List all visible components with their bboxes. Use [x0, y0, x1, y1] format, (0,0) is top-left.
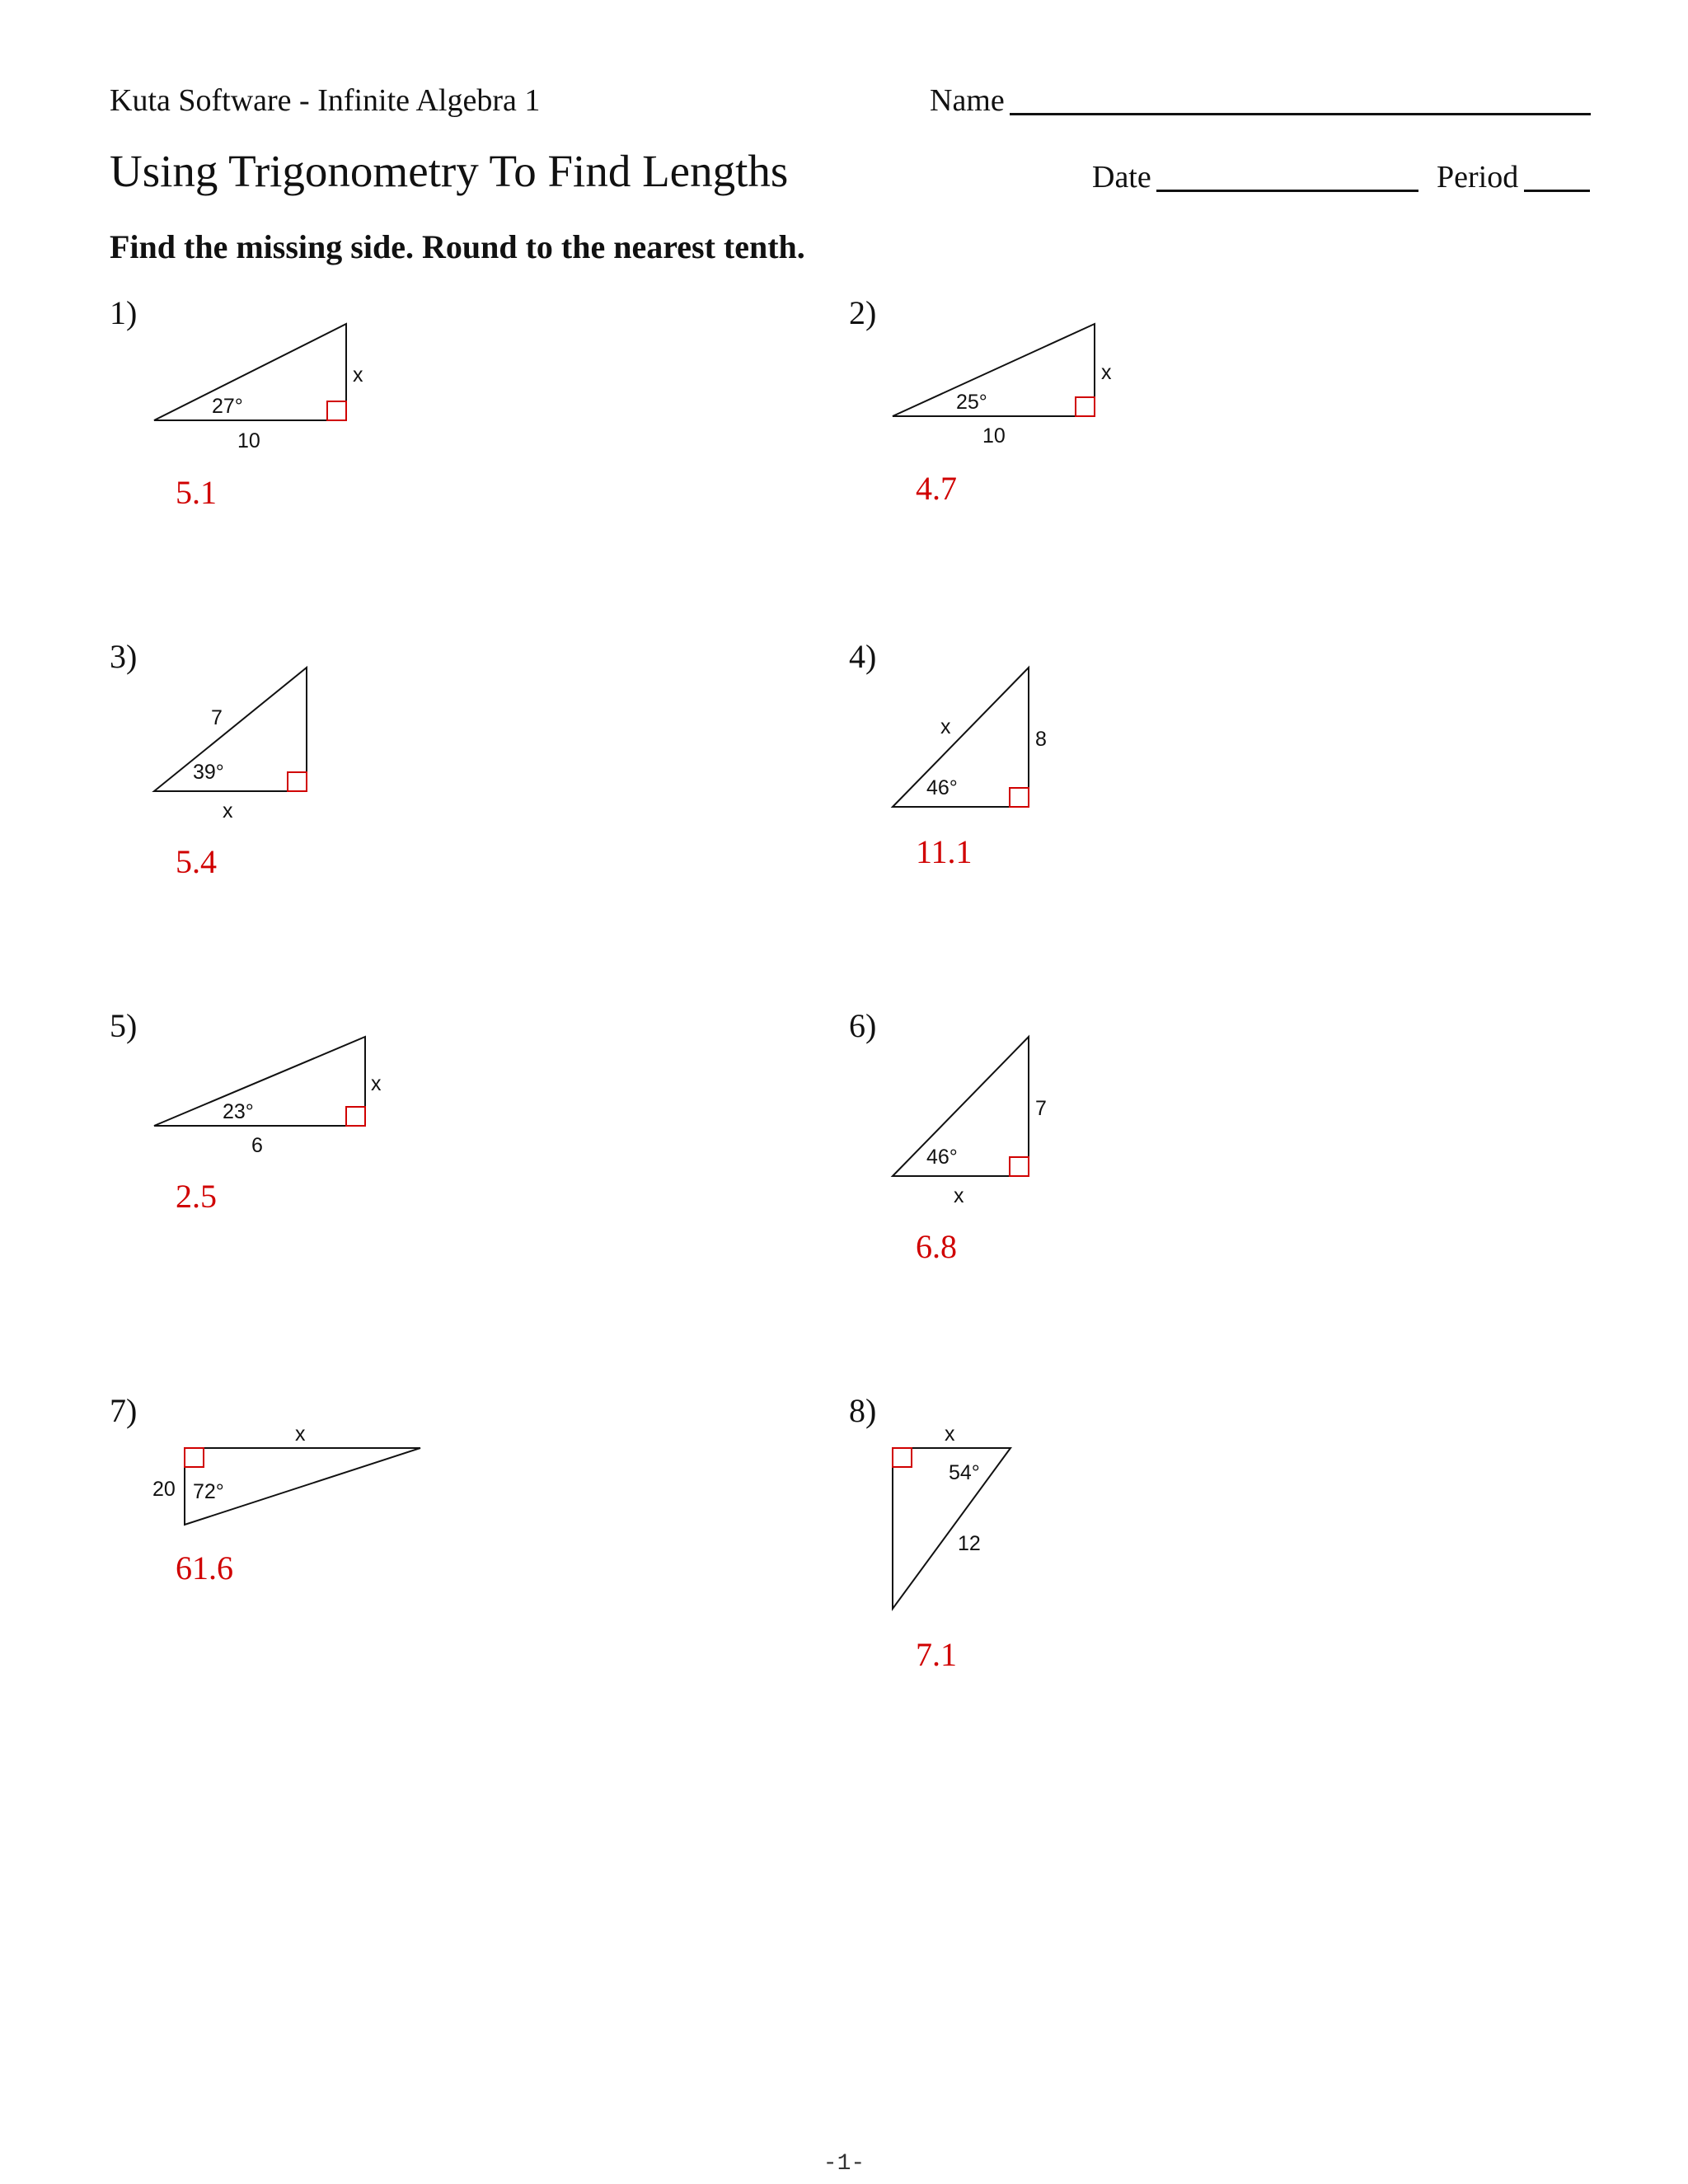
side-label-8b: 12 — [958, 1532, 981, 1555]
right-angle-marker-8 — [893, 1448, 912, 1467]
worksheet-title: Using Trigonometry To Find Lengths — [110, 146, 789, 196]
problem-4-number: 4) — [849, 638, 877, 675]
angle-label-3: 39° — [193, 761, 224, 784]
side-label-8a: x — [945, 1422, 955, 1446]
problem-3-number: 3) — [110, 638, 138, 675]
triangle-6 — [893, 1037, 1029, 1176]
problem-2-answer: 4.7 — [916, 470, 957, 507]
triangle-4 — [893, 668, 1029, 807]
period-label: Period — [1437, 160, 1519, 194]
problem-4-answer: 11.1 — [916, 833, 973, 870]
triangle-3 — [154, 668, 307, 791]
side-label-5a: x — [371, 1072, 382, 1095]
angle-label-2: 25° — [956, 391, 987, 414]
side-label-4a: x — [940, 715, 951, 738]
problem-1-number: 1) — [110, 294, 138, 331]
right-angle-marker-5 — [346, 1107, 365, 1126]
side-label-7a: x — [295, 1422, 306, 1446]
problem-6-number: 6) — [849, 1007, 877, 1044]
angle-label-8: 54° — [949, 1461, 980, 1484]
problem-5-number: 5) — [110, 1007, 138, 1044]
side-label-3a: 7 — [211, 706, 223, 729]
publisher-header: Kuta Software - Infinite Algebra 1 — [110, 83, 541, 118]
name-label: Name — [930, 83, 1005, 118]
side-label-4b: 8 — [1035, 728, 1047, 751]
side-label-6a: 7 — [1035, 1097, 1047, 1120]
angle-label-1: 27° — [212, 395, 243, 418]
side-label-1a: x — [353, 363, 363, 387]
problem-2-number: 2) — [849, 294, 877, 331]
triangle-1 — [154, 324, 346, 420]
right-angle-marker-3 — [288, 772, 307, 791]
problem-1-answer: 5.1 — [176, 474, 217, 511]
problem-6-answer: 6.8 — [916, 1228, 957, 1265]
side-label-6b: x — [954, 1184, 964, 1207]
side-label-5b: 6 — [251, 1134, 263, 1157]
right-angle-marker-2 — [1076, 397, 1095, 416]
date-label: Date — [1092, 160, 1151, 194]
instructions: Find the missing side. Round to the nearest tenth. — [110, 228, 805, 265]
side-label-3b: x — [223, 799, 233, 823]
problem-8-answer: 7.1 — [916, 1636, 957, 1673]
right-angle-marker-1 — [327, 401, 346, 420]
side-label-2b: 10 — [982, 424, 1006, 448]
side-label-1b: 10 — [237, 429, 260, 452]
angle-label-5: 23° — [223, 1100, 254, 1123]
right-angle-marker-6 — [1010, 1157, 1029, 1176]
angle-label-7: 72° — [193, 1480, 224, 1503]
problem-5-answer: 2.5 — [176, 1178, 217, 1215]
problem-7-answer: 61.6 — [176, 1549, 233, 1586]
right-angle-marker-4 — [1010, 788, 1029, 807]
side-label-2a: x — [1101, 361, 1112, 384]
page-number: -1- — [823, 2151, 865, 2177]
angle-label-6: 46° — [926, 1146, 958, 1169]
problem-8-number: 8) — [849, 1392, 877, 1429]
problem-7-number: 7) — [110, 1392, 138, 1429]
right-angle-marker-7 — [185, 1448, 204, 1467]
angle-label-4: 46° — [926, 776, 958, 799]
triangle-5 — [154, 1037, 365, 1126]
side-label-7b: 20 — [152, 1478, 176, 1501]
problem-3-answer: 5.4 — [176, 843, 217, 880]
triangle-2 — [893, 324, 1095, 416]
